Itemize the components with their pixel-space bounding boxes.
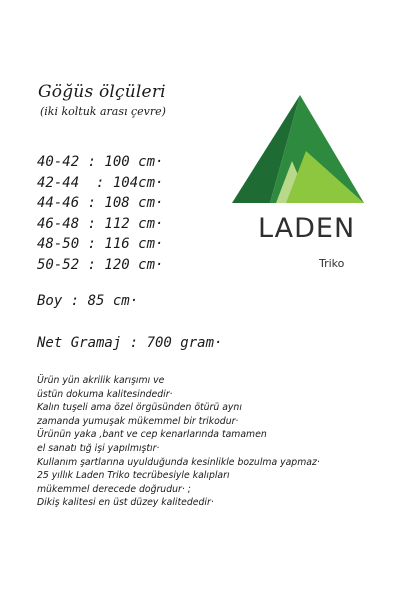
description-line: Ürün yün akrilik karışımı ve (37, 375, 165, 386)
chest-measurement-subtitle: (iki koltuk arası çevre) (40, 105, 166, 118)
size-list (37, 152, 163, 275)
description-line: üstün dokuma kalitesindedir· (37, 388, 173, 400)
description-line: 25 yıllık Laden Triko tecrübesiyle kalıpları (37, 470, 230, 482)
description-line: el sanatı tığ işi yapılmıştır· (37, 442, 160, 454)
description-line: zamanda yumuşak mükemmel bir trikodur· (37, 415, 239, 427)
size-row: 50-52 : 120 cm· (37, 256, 164, 273)
laden-triangle-logo-icon (232, 95, 364, 205)
size-row: 44-46 : 108 cm· (37, 195, 164, 211)
brand-subname: Triko (319, 257, 345, 270)
size-row: 40-42 : 100 cm· (37, 154, 164, 170)
description-line: Ürünün yaka ,bant ve cep kenarlarında tamamen (37, 429, 267, 441)
size-row: 42-44 : 104cm· (37, 174, 164, 191)
product-description (37, 374, 320, 510)
chest-measurement-title: Göğüs ölçüleri (38, 82, 166, 102)
length-info: Boy : 85 cm· (37, 293, 139, 309)
description-line: Kalın tuşeli ama özel örgüsünden ötürü aynı (37, 402, 242, 414)
size-row: 48-50 : 116 cm· (37, 236, 164, 252)
description-line: mükemmel derecede doğrudur· ; (37, 483, 191, 495)
net-weight-info: Net Gramaj : 700 gram· (37, 335, 223, 351)
brand-name: LADEN (258, 213, 356, 244)
size-row: 46-48 : 112 cm· (37, 215, 164, 232)
description-line: Dikiş kalitesi en üst düzey kalitededir· (37, 497, 214, 509)
description-line: Kullanım şartlarına uyulduğunda kesinlikle bozulma yapmaz· (37, 456, 320, 468)
